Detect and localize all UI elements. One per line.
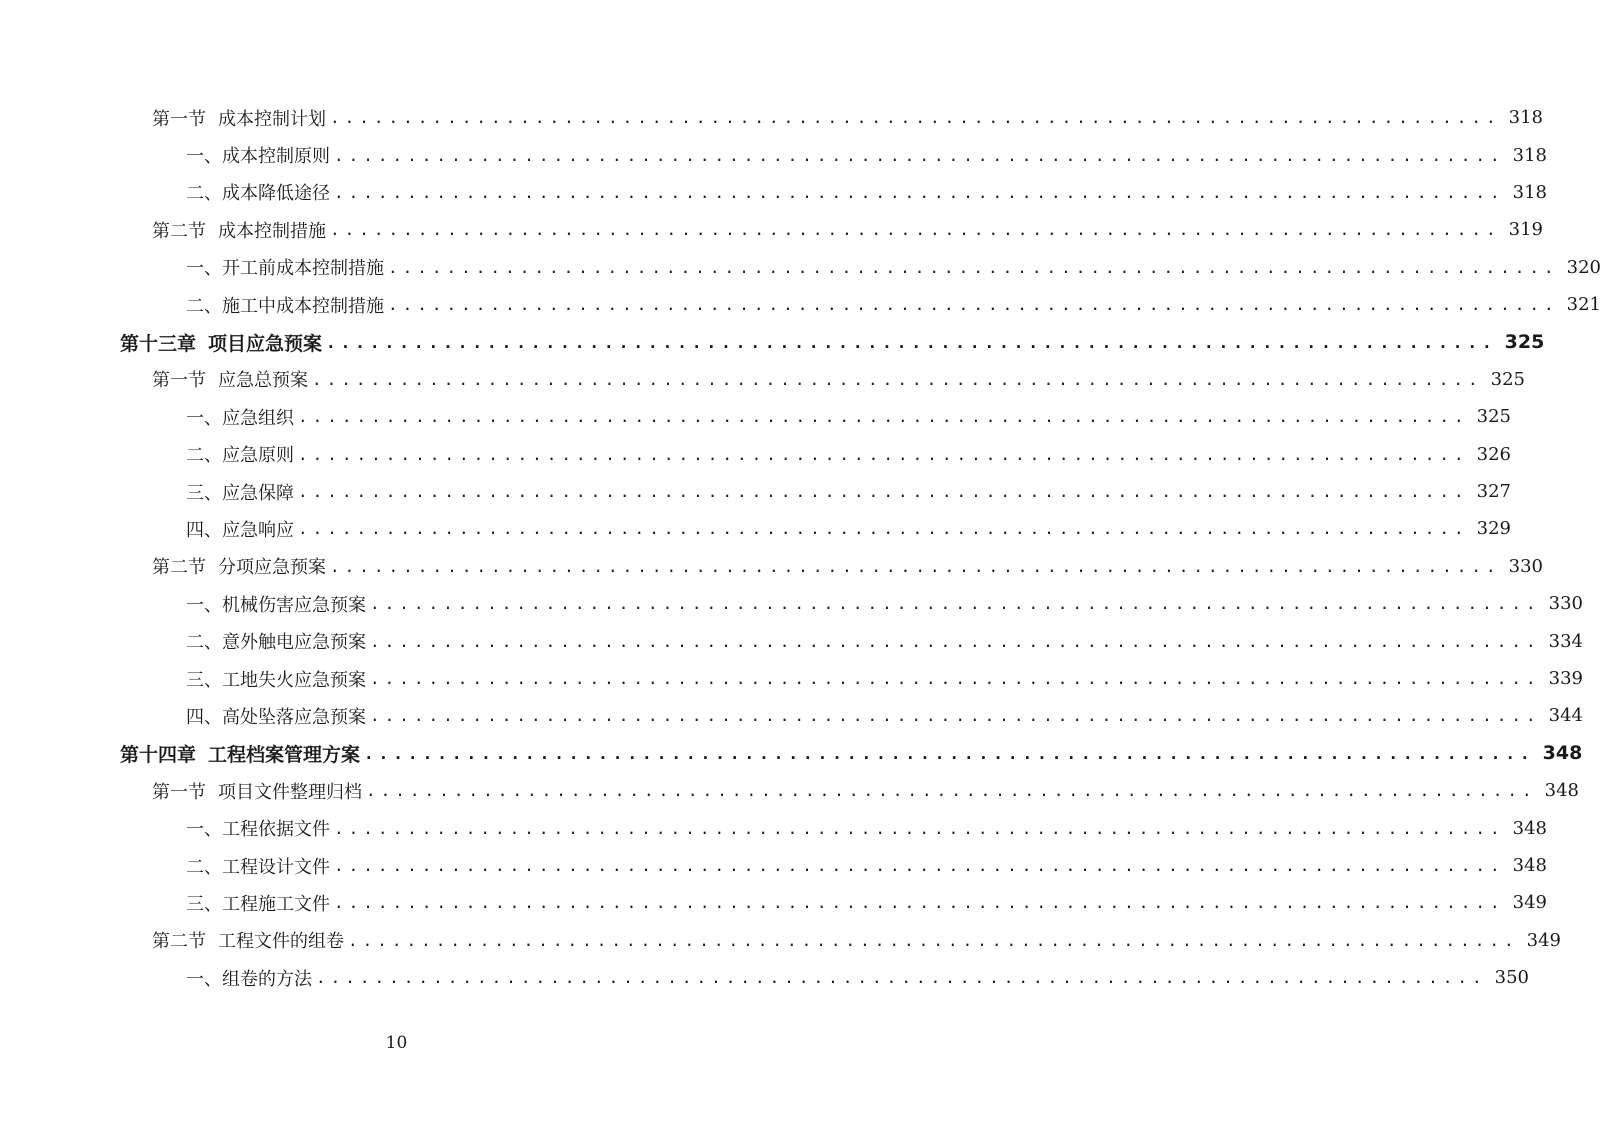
toc-entry-prefix: 第一节	[152, 781, 206, 803]
toc-entry-text: 应急响应	[222, 519, 294, 541]
toc-subsection-entry[interactable]	[0, 622, 1583, 659]
toc-entry-title	[186, 628, 366, 654]
toc-chapter-entry[interactable]	[0, 323, 1545, 360]
toc-dot-leader: ................................................................................	[370, 669, 1541, 689]
toc-entry-prefix: 二、	[186, 632, 222, 654]
toc-entry-text: 工地失火应急预案	[222, 669, 366, 691]
toc-subsection-entry[interactable]	[0, 436, 1511, 473]
toc-entry-prefix: 二、	[186, 856, 222, 878]
toc-dot-leader: ................................................................................	[330, 220, 1501, 240]
toc-entry-prefix: 三、	[186, 482, 222, 504]
toc-entry-title	[152, 778, 362, 804]
toc-dot-leader: ................................................................................	[364, 743, 1535, 763]
toc-entry-title	[186, 591, 366, 617]
toc-entry-prefix: 四、	[186, 706, 222, 728]
toc-entry-text: 工程档案管理方案	[208, 743, 361, 766]
toc-entry-text: 组卷的方法	[222, 968, 312, 990]
toc-entry-text: 应急保障	[222, 482, 294, 504]
toc-dot-leader: ................................................................................	[298, 444, 1469, 464]
toc-subsection-entry[interactable]	[0, 249, 1601, 286]
toc-subsection-entry[interactable]	[0, 136, 1547, 173]
toc-entry-text: 成本降低途径	[222, 183, 330, 205]
toc-entry-text: 成本控制原则	[222, 146, 330, 168]
toc-entry-page: 326	[1476, 443, 1511, 465]
toc-dot-leader: ................................................................................	[370, 706, 1541, 726]
toc-entry-title	[186, 853, 330, 879]
toc-entry-title	[186, 179, 330, 205]
toc-entry-title	[186, 254, 384, 280]
toc-entry-page: 348	[1512, 817, 1547, 839]
toc-entry-text: 成本控制计划	[218, 108, 326, 130]
toc-subsection-entry[interactable]	[0, 286, 1601, 323]
toc-entry-page: 344	[1548, 705, 1583, 727]
toc-entry-text: 工程设计文件	[222, 856, 330, 878]
page-number: 10	[385, 1033, 408, 1053]
toc-entry-prefix: 二、	[186, 295, 222, 317]
toc-entry-title	[152, 366, 308, 392]
toc-dot-leader: ................................................................................	[330, 556, 1501, 576]
toc-section-entry[interactable]	[0, 772, 1579, 809]
toc-entry-title	[186, 441, 294, 467]
toc-entry-title	[186, 703, 366, 729]
toc-dot-leader: ................................................................................	[348, 930, 1519, 950]
toc-entry-page: 330	[1548, 593, 1583, 615]
toc-entry-prefix: 第二节	[152, 931, 206, 953]
toc-entry-text: 工程施工文件	[222, 893, 330, 915]
toc-entry-prefix: 一、	[186, 594, 222, 616]
toc-dot-leader: ................................................................................	[334, 856, 1505, 875]
toc-dot-leader: ................................................................................	[330, 108, 1501, 128]
toc-entry-page: 319	[1508, 219, 1543, 241]
toc-entry-title	[120, 329, 322, 356]
toc-entry-prefix: 第十四章	[120, 743, 197, 766]
toc-subsection-entry[interactable]	[0, 959, 1529, 996]
toc-entry-prefix: 第一节	[152, 108, 206, 130]
toc-entry-title	[186, 404, 294, 430]
toc-entry-text: 应急组织	[222, 407, 294, 429]
toc-entry-text: 施工中成本控制措施	[222, 295, 384, 317]
toc-entry-title	[186, 142, 330, 168]
toc-entry-text: 工程文件的组卷	[218, 931, 344, 953]
toc-entry-page: 348	[1512, 855, 1547, 876]
toc-dot-leader: ................................................................................	[334, 182, 1505, 202]
toc-dot-leader: ................................................................................	[334, 893, 1505, 913]
toc-section-entry[interactable]	[0, 922, 1561, 959]
toc-entry-title	[186, 479, 294, 505]
table-of-contents	[0, 99, 1601, 996]
toc-entry-page: 334	[1548, 630, 1583, 652]
toc-entry-page: 318	[1508, 107, 1543, 129]
toc-entry-page: 325	[1476, 406, 1511, 428]
toc-entry-title	[186, 965, 312, 991]
toc-subsection-entry[interactable]	[0, 585, 1583, 622]
toc-dot-leader: ................................................................................	[334, 818, 1505, 838]
toc-section-entry[interactable]	[0, 99, 1543, 136]
toc-entry-text: 高处坠落应急预案	[222, 706, 366, 728]
toc-entry-title	[186, 815, 330, 841]
toc-entry-page: 325	[1504, 331, 1545, 354]
toc-entry-page: 318	[1512, 144, 1547, 166]
toc-entry-prefix: 二、	[186, 183, 222, 205]
toc-subsection-entry[interactable]	[0, 473, 1511, 510]
toc-entry-page: 348	[1542, 742, 1583, 765]
toc-entry-text: 项目应急预案	[208, 332, 323, 355]
toc-entry-title	[186, 292, 384, 318]
toc-entry-page: 349	[1512, 892, 1547, 914]
toc-entry-page: 339	[1548, 668, 1583, 690]
toc-chapter-entry[interactable]	[0, 735, 1583, 772]
toc-entry-page: 325	[1490, 368, 1525, 390]
toc-entry-prefix: 第二节	[152, 557, 206, 579]
toc-entry-page: 329	[1476, 518, 1511, 540]
toc-entry-text: 意外触电应急预案	[222, 632, 366, 654]
toc-entry-text: 应急总预案	[218, 370, 308, 392]
toc-dot-leader: ................................................................................	[334, 145, 1505, 165]
toc-entry-prefix: 一、	[186, 819, 222, 841]
toc-subsection-entry[interactable]	[0, 510, 1511, 547]
toc-subsection-entry[interactable]	[0, 847, 1547, 884]
toc-dot-leader: ................................................................................	[298, 482, 1469, 502]
toc-entry-page: 350	[1494, 967, 1529, 989]
toc-subsection-entry[interactable]	[0, 697, 1583, 734]
toc-dot-leader: ................................................................................	[370, 631, 1541, 651]
toc-entry-title	[186, 666, 366, 692]
toc-dot-leader: ................................................................................	[312, 369, 1483, 389]
toc-entry-prefix: 第二节	[152, 220, 206, 242]
toc-entry-text: 应急原则	[222, 445, 294, 467]
toc-entry-prefix: 第一节	[152, 370, 206, 392]
toc-dot-leader: ................................................................................	[316, 968, 1487, 988]
toc-dot-leader: ................................................................................	[388, 295, 1559, 315]
toc-dot-leader: ................................................................................	[326, 332, 1497, 352]
toc-dot-leader: ................................................................................	[370, 594, 1541, 614]
toc-section-entry[interactable]	[0, 548, 1543, 585]
toc-subsection-entry[interactable]	[0, 809, 1547, 846]
toc-subsection-entry[interactable]	[0, 660, 1583, 697]
toc-entry-title	[152, 105, 326, 131]
toc-entry-title	[186, 516, 294, 542]
toc-dot-leader: ................................................................................	[298, 407, 1469, 427]
toc-entry-page: 348	[1544, 780, 1579, 802]
toc-subsection-entry[interactable]	[0, 174, 1547, 211]
toc-entry-prefix: 一、	[186, 968, 222, 990]
toc-entry-page: 349	[1526, 929, 1561, 951]
toc-entry-prefix: 一、	[186, 258, 222, 280]
toc-entry-text: 项目文件整理归档	[218, 781, 362, 803]
toc-dot-leader: ................................................................................	[366, 781, 1537, 801]
toc-entry-page: 318	[1512, 181, 1547, 203]
toc-entry-prefix: 四、	[186, 519, 222, 541]
toc-entry-prefix: 三、	[186, 669, 222, 691]
toc-dot-leader: ................................................................................	[388, 257, 1559, 277]
toc-entry-prefix: 一、	[186, 146, 222, 168]
toc-entry-page: 321	[1566, 294, 1601, 316]
toc-entry-title	[152, 553, 326, 579]
toc-entry-text: 成本控制措施	[218, 220, 326, 242]
toc-entry-title	[120, 740, 360, 767]
toc-subsection-entry[interactable]	[0, 884, 1547, 921]
toc-entry-title	[186, 890, 330, 916]
toc-subsection-entry[interactable]	[0, 398, 1511, 435]
toc-entry-page: 330	[1508, 555, 1543, 577]
toc-entry-text: 分项应急预案	[218, 557, 326, 579]
toc-entry-text: 机械伤害应急预案	[222, 594, 366, 616]
toc-entry-prefix: 一、	[186, 407, 222, 429]
toc-section-entry[interactable]	[0, 211, 1543, 248]
toc-entry-page: 320	[1566, 256, 1601, 278]
toc-section-entry[interactable]	[0, 361, 1525, 398]
toc-entry-prefix: 第十三章	[120, 332, 197, 355]
toc-entry-text: 开工前成本控制措施	[222, 258, 384, 280]
toc-entry-title	[152, 927, 344, 953]
toc-entry-prefix: 三、	[186, 893, 222, 915]
toc-entry-prefix: 二、	[186, 445, 222, 467]
toc-entry-page: 327	[1476, 481, 1511, 503]
toc-entry-text: 工程依据文件	[222, 819, 330, 841]
toc-entry-title	[152, 217, 326, 243]
toc-dot-leader: ................................................................................	[298, 519, 1469, 539]
